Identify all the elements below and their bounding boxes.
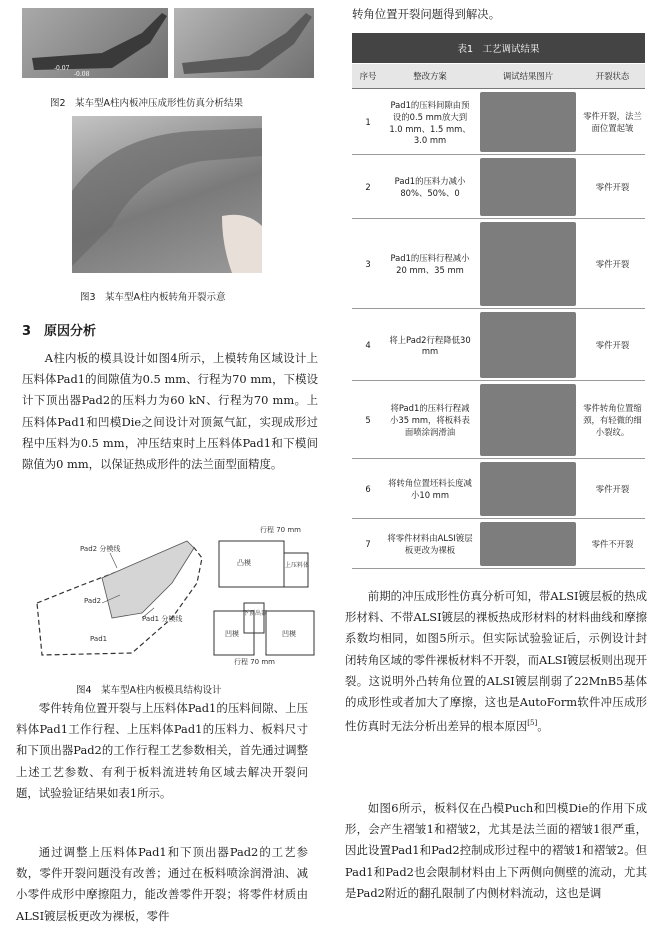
fig4-die-structure-diagram bbox=[22, 523, 322, 668]
table1-cell-image bbox=[476, 519, 580, 569]
table1-cell-status: 零件开裂 bbox=[580, 309, 645, 381]
result-photo bbox=[480, 384, 576, 456]
result-photo bbox=[480, 312, 576, 378]
table-row bbox=[352, 519, 645, 569]
table1-cell-status: 零件开裂 bbox=[580, 219, 645, 309]
table1-header-row bbox=[352, 64, 645, 89]
fig2-simulation-image-right bbox=[174, 8, 314, 78]
fig3-caption: 图3 某车型A柱内板转角开裂示意 bbox=[80, 292, 226, 303]
table1 bbox=[352, 64, 645, 569]
table1-header-status: 开裂状态 bbox=[580, 64, 645, 89]
table1-cell-image bbox=[476, 89, 580, 155]
section-heading: 3 原因分析 bbox=[22, 324, 97, 339]
table1-cell-status: 零件不开裂 bbox=[580, 519, 645, 569]
table-row bbox=[352, 381, 645, 459]
fig4-label-die-left: 凹模 bbox=[225, 630, 239, 638]
table1-cell-status: 零件开裂 bbox=[580, 155, 645, 219]
result-photo bbox=[480, 222, 576, 306]
fig2-mark-2: -0.08 bbox=[74, 71, 90, 78]
table1-cell-no: 6 bbox=[352, 459, 384, 519]
fig4-label-pad-upper: 上压料体 bbox=[285, 562, 310, 569]
table1-cell-status: 零件转角位置缩颈，有轻微的细小裂纹。 bbox=[580, 381, 645, 459]
table-row bbox=[352, 155, 645, 219]
table1-cell-plan: 将零件材料由ALSI镀层板更改为裸板 bbox=[384, 519, 476, 569]
fig4-label-pad2: Pad2 bbox=[84, 597, 102, 605]
fig4-label-die-right: 凹模 bbox=[282, 630, 296, 638]
fig4-upper-pad bbox=[284, 553, 308, 587]
table1-cell-image bbox=[476, 309, 580, 381]
fig4-label-pad-lower: 下顶出器 bbox=[243, 610, 268, 617]
table1-header-no: 序号 bbox=[352, 64, 384, 89]
fig4-caption: 图4 某车型A柱内板模具结构设计 bbox=[76, 685, 222, 696]
fig2-part-shape-right bbox=[174, 8, 314, 78]
table1-cell-plan: 将转角位置坯料长度减小10 mm bbox=[384, 459, 476, 519]
table-row bbox=[352, 309, 645, 381]
result-photo bbox=[480, 522, 576, 566]
table1-cell-plan: Pad1的压料力减小80%、50%、0 bbox=[384, 155, 476, 219]
right-paragraph-1-end: 。 bbox=[537, 719, 549, 734]
table1-cell-image bbox=[476, 381, 580, 459]
fig3-part-outline bbox=[72, 116, 262, 273]
table1-cell-plan: Pad1的压料间隙由预设的0.5 mm放大到1.0 mm、1.5 mm、3.0 mm bbox=[384, 89, 476, 155]
citation-ref: [5] bbox=[527, 719, 538, 728]
table-row bbox=[352, 219, 645, 309]
table1-cell-no: 2 bbox=[352, 155, 384, 219]
fig4-punch bbox=[219, 541, 284, 587]
right-top-line: 转角位置开裂问题得到解决。 bbox=[352, 7, 501, 21]
fig2-caption: 图2 某车型A柱内板冲压成形性仿真分析结果 bbox=[50, 98, 244, 109]
left-paragraph-2: 零件转角位置开裂与上压料体Pad1的压料间隙、上压料体Pad1工作行程、上压料体Pad1的压料力、板料尺寸和下顶出器Pad2的工作行程工艺参数相关，首先通过调整上述工艺参数、有利于板料流进转角区域去解决开裂问题，试验验证结果如表1所示。 bbox=[16, 701, 308, 800]
fig4-label-pad2-line: Pad2 分模线 bbox=[80, 545, 121, 553]
table1-header-image: 调试结果图片 bbox=[476, 64, 580, 89]
table1-header-plan: 整改方案 bbox=[384, 64, 476, 89]
fig2-part-shape bbox=[22, 8, 168, 78]
table1-title: 表1 工艺调试结果 bbox=[352, 33, 645, 63]
table1-cell-no: 3 bbox=[352, 219, 384, 309]
fig3-crack-photo bbox=[72, 116, 262, 273]
table1-cell-status: 零件开裂，法兰面位置起皱 bbox=[580, 89, 645, 155]
table1-cell-image bbox=[476, 459, 580, 519]
right-paragraph-1-text: 前期的冲压成形性仿真分析可知，带ALSI镀层板的热成形材料、不带ALSI镀层的裸板热成形材料的材料曲线和摩擦系数均相同，如图5所示。但实际试验验证后，示例设计封闭转角区域的零件裸板材料不开裂，而ALSI镀层板则出现开裂。这说明外凸转角位置的ALSI镀层削弱了22MnB5基体的成形性或者加大了摩擦，这也是AutoForm软件冲压成形性仿真时无法分析出差异的根本原因 bbox=[345, 589, 647, 734]
table1-cell-no: 1 bbox=[352, 89, 384, 155]
left-paragraph-3: 通过调整上压料体Pad1和下顶出器Pad2的工艺参数，零件开裂问题没有改善；通过在板料喷涂润滑油、减小零件成形中摩擦阻力，能改善零件开裂；将零件材质由ALSI镀层板更改为裸板，零件 bbox=[16, 845, 308, 923]
result-photo bbox=[480, 92, 576, 152]
right-paragraph-2: 如图6所示，板料仅在凸模Puch和凹模Die的作用下成形，会产生褶皱1和褶皱2，尤其是法兰面的褶皱1很严重，因此设置Pad1和Pad2控制成形过程中的褶皱1和褶皱2。但Pad1和Pad2也会限制材料由上下两侧向侧壁的流动，尤其是Pad2附近的翻孔限制了内侧材料流动，这也是调 bbox=[345, 801, 647, 900]
fig4-label-stroke-top: 行程 70 mm bbox=[260, 526, 301, 534]
table1-cell-plan: Pad1的压料行程减小20 mm、35 mm bbox=[384, 219, 476, 309]
table1-cell-no: 7 bbox=[352, 519, 384, 569]
table-row bbox=[352, 459, 645, 519]
table1-cell-plan: 将Pad1的压料行程减小35 mm，将板料表面喷涂润滑油 bbox=[384, 381, 476, 459]
table1-cell-status: 零件开裂 bbox=[580, 459, 645, 519]
fig4-label-punch: 凸模 bbox=[237, 559, 251, 567]
table1-cell-image bbox=[476, 155, 580, 219]
result-photo bbox=[480, 462, 576, 516]
result-photo bbox=[480, 158, 576, 216]
fig4-label-stroke-bottom: 行程 70 mm bbox=[234, 658, 275, 666]
fig2-simulation-image-left bbox=[22, 8, 168, 78]
table1-cell-image bbox=[476, 219, 580, 309]
table1-cell-no: 4 bbox=[352, 309, 384, 381]
fig2-mark-1: -0.07 bbox=[54, 65, 70, 72]
fig4-label-pad1-line: Pad1 分模线 bbox=[142, 615, 183, 623]
right-paragraph-1 bbox=[345, 586, 647, 737]
fig4-label-pad1: Pad1 bbox=[90, 635, 108, 643]
left-paragraph-1: A柱内板的模具设计如图4所示，上模转角区域设计上压料体Pad1的间隙值为0.5 mm、行程为70 mm，下模设计下顶出器Pad2的压料力为60 kN、行程为70 mm。上压料体Pad1和凹模Die之间设计对顶氮气缸，实现成形过程中压料为0.5 mm，冲压结束时上压料体Pad1和下模间隙值为0 mm，以保证热成形件的法兰面型面精度。 bbox=[22, 351, 318, 472]
table-row bbox=[352, 89, 645, 155]
table1-cell-plan: 将上Pad2行程降低30 mm bbox=[384, 309, 476, 381]
table1-cell-no: 5 bbox=[352, 381, 384, 459]
